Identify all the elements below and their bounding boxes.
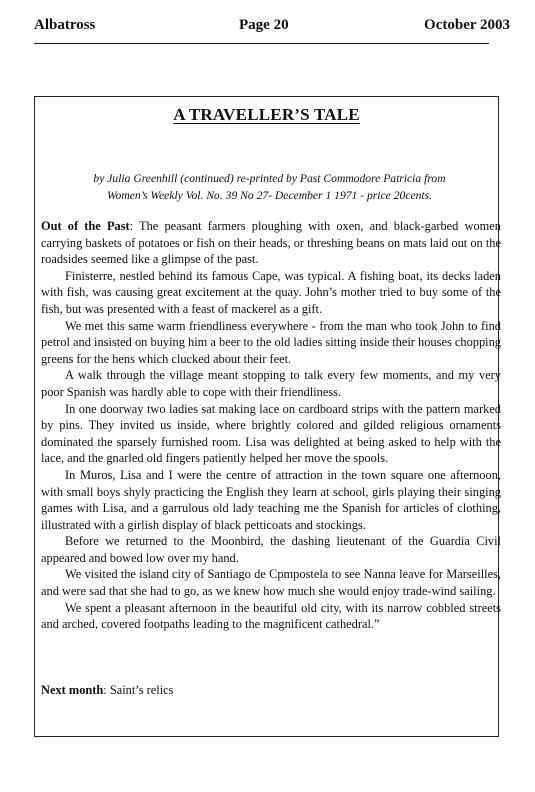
- section-lead-label: Out of the Past: [41, 219, 130, 233]
- byline-line-2: Women’s Weekly Vol. No. 39 No 27- December 1 1971 - price 20cents.: [106, 189, 433, 202]
- paragraph-4: A walk through the village meant stopping to talk every few moments, and my very poor Spanish was hardly able to cope with their friendliness.: [41, 368, 501, 399]
- newsletter-name: Albatross: [34, 17, 96, 33]
- byline-line-1: by Julia Greenhill (continued) re-printed by Past Commodore Patricia from: [93, 172, 446, 185]
- article-body: [41, 218, 501, 633]
- paragraph-6: In Muros, Lisa and I were the centre of attraction in the town square one afternoon, with small boys shyly practicing the English they learn at school, girls playing their singing games with Lisa, and a garrulous old lady teaching me the Spanish for articles of clothing, illustrated with a girlish display of black petticoats and stockings.: [41, 467, 501, 532]
- next-month-label: Next month: [41, 683, 104, 697]
- next-month-text: : Saint’s relics: [103, 683, 174, 697]
- page-number: Page 20: [239, 17, 289, 33]
- article-byline: [52, 170, 487, 204]
- paragraph-1: [41, 218, 501, 268]
- paragraph-9: We spent a pleasant afternoon in the beautiful old city, with its narrow cobbled streets and arched, covered footpaths leading to the magnificent cathedral.”: [41, 600, 501, 632]
- article-title: A TRAVELLER’S TALE: [173, 105, 360, 124]
- paragraph-5: In one doorway two ladies sat making lace on cardboard strips with the pattern marked by pins. They invited us inside, where brightly colored and gilded religious ornaments dominated the sparsely furnished room. Lisa was delighted at being asked to help with the lace, and the gnarled old fingers patiently helped her move the spools.: [41, 401, 501, 466]
- paragraph-1-text: : The peasant farmers ploughing with oxen, and black-garbed women carrying baskets of potatoes or fish on their heads, or threshing beans on mats laid out on the roadsides seemed like a glimpse of the past.: [41, 219, 502, 267]
- issue-date: October 2003: [424, 17, 510, 33]
- next-month-note: [41, 683, 174, 698]
- paragraph-3: We met this same warm friendliness everywhere - from the man who took John to find petrol and insisted on buying him a beer to the old ladies sitting inside their houses chopping greens for the hens which clucked about their feet.: [41, 318, 501, 366]
- page-header: [34, 17, 510, 39]
- paragraph-8: We visited the island city of Santiago de Cpmpostela to see Nanna leave for Marseilles, and were sad that she had to go, as we knew how much she would enjoy trade-wind sailing.: [41, 567, 501, 599]
- paragraph-2: Finisterre, nestled behind its famous Cape, was typical. A fishing boat, its decks laden with fish, was causing great excitement at the quay. John’s mother tried to buy some of the fish, but was presented with a feast of mackerel as a gift.: [41, 268, 501, 316]
- paragraph-7: Before we returned to the Moonbird, the dashing lieutenant of the Guardia Civil appeared and bowed low over my hand.: [41, 534, 501, 565]
- header-rule: [34, 43, 489, 44]
